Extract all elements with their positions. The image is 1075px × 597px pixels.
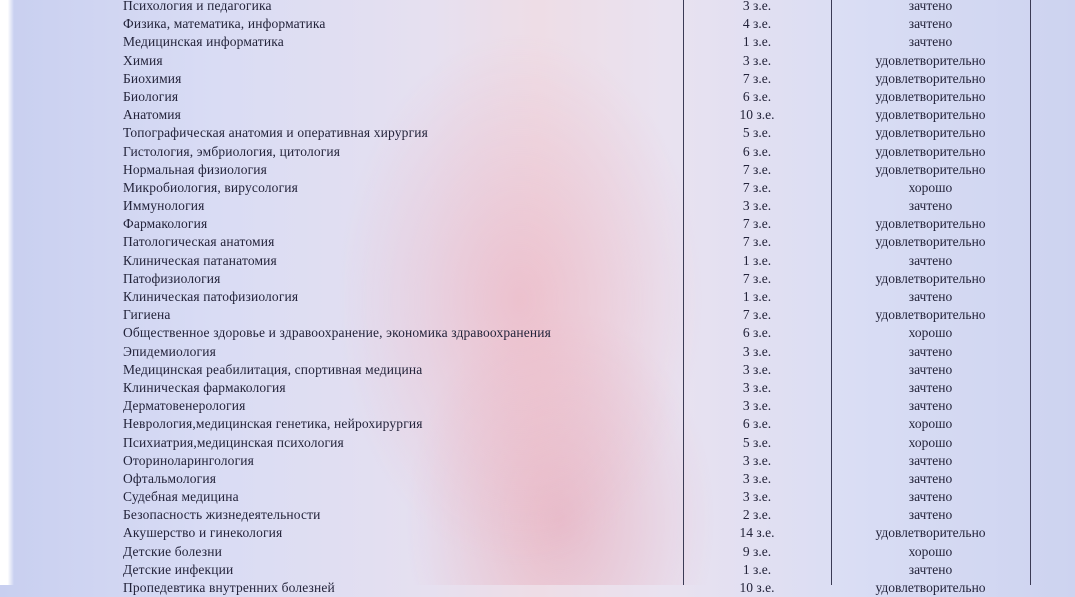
subject-name: Гистология, эмбриология, цитология xyxy=(123,143,341,159)
credits-value: 3 з.е. xyxy=(742,379,772,395)
table-row xyxy=(0,15,1075,33)
credits-value: 1 з.е. xyxy=(742,252,772,268)
grade-value: зачтено xyxy=(908,507,953,523)
grade-value: зачтено xyxy=(908,0,953,13)
grade-value: хорошо xyxy=(908,416,953,432)
grade-value: зачтено xyxy=(908,34,953,50)
subject-name: Нормальная физиология xyxy=(123,161,268,177)
credits-value: 3 з.е. xyxy=(742,398,772,414)
subject-name: Психиатрия,медицинская психология xyxy=(123,434,344,450)
subject-name: Клиническая патофизиология xyxy=(123,289,299,304)
credits-value: 3 з.е. xyxy=(742,361,772,377)
subject-name: Гигиена xyxy=(123,307,171,323)
grade-value: удовлетворительно xyxy=(875,216,986,232)
table-row xyxy=(0,52,1075,70)
table-row xyxy=(0,470,1075,488)
credits-value: 6 з.е. xyxy=(742,416,772,432)
grade-value: удовлетворительно xyxy=(875,107,986,123)
subject-name: Детские болезни xyxy=(123,543,222,559)
table-row xyxy=(0,306,1075,324)
subject-name: Топографическая анатомия и оперативная хирургия xyxy=(123,125,428,141)
grade-value: зачтено xyxy=(908,16,953,32)
credits-value: 6 з.е. xyxy=(742,143,772,159)
credits-value: 3 з.е. xyxy=(742,198,772,214)
credits-value: 1 з.е. xyxy=(742,34,772,50)
subject-name: Судебная медицина xyxy=(123,489,239,505)
table-row xyxy=(0,215,1075,233)
credits-value: 1 з.е. xyxy=(742,561,772,577)
table-row xyxy=(0,543,1075,561)
grade-value: удовлетворительно xyxy=(875,70,986,86)
grade-value: зачтено xyxy=(908,561,953,577)
credits-value: 7 з.е. xyxy=(742,216,772,232)
table-row xyxy=(0,233,1075,251)
grade-value: удовлетворительно xyxy=(875,52,986,68)
table-row xyxy=(0,106,1075,124)
grade-value: зачтено xyxy=(908,398,953,414)
grade-value: зачтено xyxy=(908,489,953,505)
table-row xyxy=(0,506,1075,524)
grade-value: зачтено xyxy=(908,343,953,359)
subject-name: Анатомия xyxy=(123,107,182,123)
subject-name: Пропедевтика внутренних болезней xyxy=(123,580,335,595)
grade-value: зачтено xyxy=(908,252,953,268)
subject-name: Биология xyxy=(123,88,179,104)
subject-name: Патологическая анатомия xyxy=(123,234,275,250)
credits-value: 10 з.е. xyxy=(739,580,775,595)
credits-value: 3 з.е. xyxy=(742,0,772,13)
credits-value: 7 з.е. xyxy=(742,234,772,250)
table-row xyxy=(0,197,1075,215)
table-row xyxy=(0,488,1075,506)
table-row xyxy=(0,524,1075,542)
credits-value: 14 з.е. xyxy=(739,525,775,541)
credits-value: 3 з.е. xyxy=(742,343,772,359)
credits-value: 4 з.е. xyxy=(742,16,772,32)
table-row xyxy=(0,361,1075,379)
table-row xyxy=(0,88,1075,106)
grade-value: удовлетворительно xyxy=(875,88,986,104)
table-row xyxy=(0,0,1075,15)
grade-value: хорошо xyxy=(908,543,953,559)
subject-name: Иммунология xyxy=(123,198,205,214)
credits-value: 7 з.е. xyxy=(742,179,772,195)
table-row xyxy=(0,561,1075,579)
subject-name: Химия xyxy=(123,52,163,68)
credits-value: 3 з.е. xyxy=(742,489,772,505)
grade-value: удовлетворительно xyxy=(875,580,986,595)
subject-name: Безопасность жизнедеятельности xyxy=(123,507,321,523)
subject-name: Общественное здоровье и здравоохранение, экономика здравоохранения xyxy=(123,325,552,341)
table-row xyxy=(0,324,1075,342)
grade-value: удовлетворительно xyxy=(875,125,986,141)
grade-value: удовлетворительно xyxy=(875,307,986,323)
credits-value: 3 з.е. xyxy=(742,470,772,486)
subject-name: Физика, математика, информатика xyxy=(123,16,326,32)
table-row xyxy=(0,452,1075,470)
grade-value: удовлетворительно xyxy=(875,161,986,177)
subject-name: Детские инфекции xyxy=(123,561,234,577)
grade-value: хорошо xyxy=(908,179,953,195)
subject-name: Дерматовенерология xyxy=(123,398,246,414)
credits-value: 3 з.е. xyxy=(742,52,772,68)
credits-value: 7 з.е. xyxy=(742,270,772,286)
subject-name: Биохимия xyxy=(123,70,182,86)
subject-name: Клиническая патанатомия xyxy=(123,252,277,268)
grade-value: зачтено xyxy=(908,470,953,486)
credits-value: 10 з.е. xyxy=(739,107,775,123)
subject-name: Медицинская реабилитация, спортивная медицина xyxy=(123,361,423,377)
grade-value: зачтено xyxy=(908,289,953,304)
subject-name: Неврология,медицинская генетика, нейрохирургия xyxy=(123,416,423,432)
table-row xyxy=(0,161,1075,179)
table-row xyxy=(0,397,1075,415)
table-row xyxy=(0,579,1075,597)
grade-value: зачтено xyxy=(908,361,953,377)
subject-name: Эпидемиология xyxy=(123,343,216,359)
grade-value: удовлетворительно xyxy=(875,270,986,286)
grade-value: удовлетворительно xyxy=(875,234,986,250)
grade-value: хорошо xyxy=(908,434,953,450)
table-row xyxy=(0,415,1075,433)
credits-value: 7 з.е. xyxy=(742,307,772,323)
table-row xyxy=(0,124,1075,142)
credits-value: 7 з.е. xyxy=(742,161,772,177)
table-row xyxy=(0,270,1075,288)
subject-name: Микробиология, вирусология xyxy=(123,179,299,195)
credits-value: 2 з.е. xyxy=(742,507,772,523)
credits-value: 5 з.е. xyxy=(742,125,772,141)
credits-value: 1 з.е. xyxy=(742,289,772,304)
credits-value: 6 з.е. xyxy=(742,325,772,341)
credits-value: 3 з.е. xyxy=(742,452,772,468)
grade-value: зачтено xyxy=(908,198,953,214)
table-row xyxy=(0,343,1075,361)
grade-value: удовлетворительно xyxy=(875,143,986,159)
grade-value: зачтено xyxy=(908,452,953,468)
subject-name: Фармакология xyxy=(123,216,208,232)
grade-value: удовлетворительно xyxy=(875,525,986,541)
table-row xyxy=(0,252,1075,270)
subject-name: Медицинская информатика xyxy=(123,34,284,50)
table-row xyxy=(0,179,1075,197)
table-row xyxy=(0,70,1075,88)
subject-name: Акушерство и гинекология xyxy=(123,525,283,541)
table-row xyxy=(0,33,1075,51)
grade-value: хорошо xyxy=(908,325,953,341)
credits-value: 9 з.е. xyxy=(742,543,772,559)
table-row xyxy=(0,434,1075,452)
table-row xyxy=(0,379,1075,397)
credits-value: 7 з.е. xyxy=(742,70,772,86)
subject-name: Патофизиология xyxy=(123,270,221,286)
credits-value: 5 з.е. xyxy=(742,434,772,450)
table-row xyxy=(0,143,1075,161)
subject-name: Клиническая фармакология xyxy=(123,379,286,395)
subject-name: Офтальмология xyxy=(123,470,217,486)
grade-value: зачтено xyxy=(908,379,953,395)
credits-value: 6 з.е. xyxy=(742,88,772,104)
subject-name: Оториноларингология xyxy=(123,452,255,468)
subject-name: Психология и педагогика xyxy=(123,0,272,13)
table-row xyxy=(0,288,1075,306)
